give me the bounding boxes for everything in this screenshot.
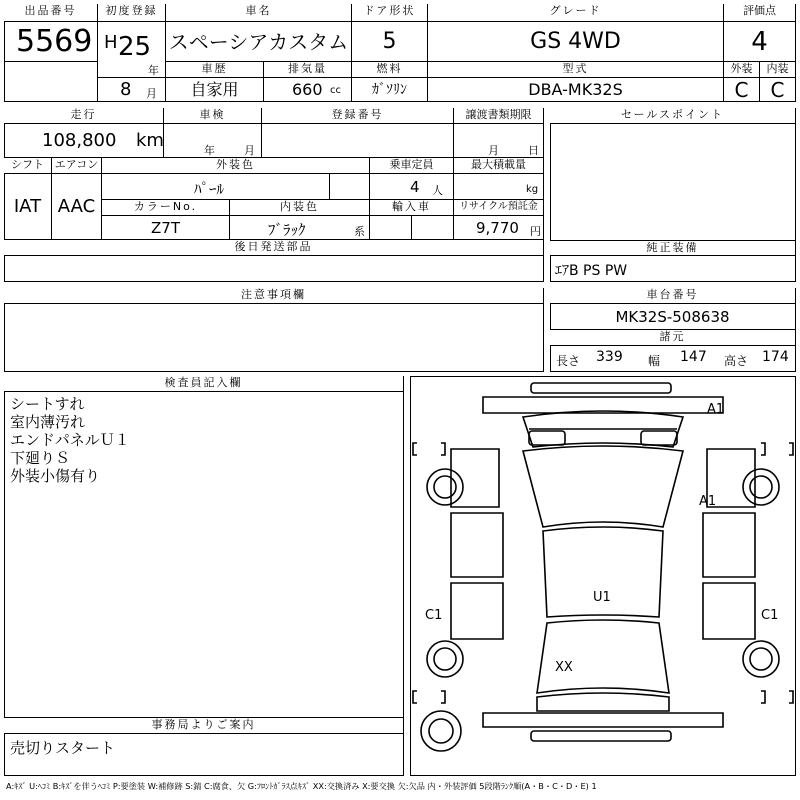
mileage-unit: km: [136, 130, 164, 151]
lot-no-value: 5569: [16, 24, 93, 59]
seats-cell: [370, 174, 454, 200]
fuel-value: ｶﾞｿﾘﾝ: [352, 78, 428, 102]
transfer-day-unit: 日: [528, 144, 539, 157]
inspection-cell: [164, 124, 262, 158]
inspector-note: シートすれ: [10, 395, 85, 413]
reg-month-cell: [98, 78, 166, 102]
inspector-note: 室内薄汚れ: [10, 413, 86, 431]
ext-value: C: [724, 78, 760, 102]
colorno-label: カラーNo.: [102, 200, 230, 216]
intcolor-label: 内装色: [230, 200, 370, 216]
intcolor-cell: [230, 216, 370, 240]
seats-value: 4: [410, 178, 420, 196]
damage-mark: A1: [707, 402, 725, 417]
import-label: 輸入車: [370, 200, 454, 216]
mileage-cell: [4, 124, 164, 158]
recycle-value: 9,770: [476, 219, 519, 237]
sales-point-label: セールスポイント: [550, 108, 796, 124]
seats-unit: 人: [432, 184, 443, 197]
cc-value: 660: [292, 80, 323, 99]
cc-label: 排気量: [264, 62, 352, 78]
reg-era: H: [104, 32, 118, 53]
inspector-note: エンドパネルＵ１: [10, 431, 130, 449]
mileage-label: 走行: [4, 108, 164, 124]
office-label: 事務局よりご案内: [4, 718, 404, 734]
color-value: ﾊﾟｰﾙ: [194, 180, 225, 198]
load-unit: kg: [526, 184, 539, 195]
reg-year-cell: [98, 22, 166, 78]
damage-mark: A1: [699, 494, 717, 509]
ext-label: 外装: [724, 62, 760, 78]
plate-cell: [262, 124, 454, 158]
legend-text: A:ｷｽﾞ U:ﾍｺﾐ B:ｷｽﾞを伴うﾍｺﾐ P:要塗装 W:補修跡 S:錆 C:腐食、欠 G:ﾌﾛﾝﾄｶﾞﾗｽ点ｷｽﾞ XX:交換済み X:要交換 欠:欠品 内・外装評価 5段階ﾗﾝｸ順(A・B・C・D・E) 1: [6, 781, 597, 791]
inspector-label: 検査員記入欄: [4, 376, 404, 392]
intcolor-value: ﾌﾞﾗｯｸ: [268, 221, 306, 239]
mileage-value: 108,800: [42, 130, 117, 151]
model-label: 型式: [428, 62, 724, 78]
inspection-year-unit: 年: [204, 144, 215, 157]
dims-width-value: 147: [680, 349, 707, 365]
shift-label: シフト: [4, 158, 52, 174]
reg-label: 初度登録: [98, 4, 166, 22]
office-note: 売切りスタート: [10, 739, 116, 757]
inspector-notes-list: [10, 395, 130, 485]
color-label: 外装色: [102, 158, 370, 174]
ac-value: AAC: [52, 174, 102, 240]
score-value: 4: [724, 22, 796, 62]
history-label: 車歴: [166, 62, 264, 78]
dims-height-value: 174: [762, 349, 789, 365]
ac-label: エアコン: [52, 158, 102, 174]
inspector-note: 下廻りＳ: [10, 449, 71, 467]
damage-mark: C1: [761, 608, 779, 623]
import-cell-b: [412, 216, 454, 240]
import-cell-a: [370, 216, 412, 240]
reg-month: 8: [120, 79, 132, 100]
lot-no-cell: [4, 22, 98, 62]
car-diagram-box: [410, 376, 796, 776]
dims-length-value: 339: [596, 349, 623, 365]
model-value: DBA-MK32S: [428, 78, 724, 102]
lot-no-blank: [4, 62, 98, 102]
car-name-label: 車名: [166, 4, 352, 22]
shift-value: IAT: [4, 174, 52, 240]
lot-no-label: 出品番号: [4, 4, 98, 22]
transfer-label: 譲渡書類期限: [454, 108, 544, 124]
recycle-label: リサイクル預託金: [454, 200, 544, 216]
reg-year: 25: [118, 32, 152, 62]
cc-unit: cc: [330, 85, 341, 96]
chassis-value: MK32S-508638: [550, 304, 796, 330]
cc-cell: [264, 78, 352, 102]
colorno-value: Z7T: [102, 216, 230, 240]
recycle-unit: 円: [530, 225, 541, 238]
color-cell: [102, 174, 330, 200]
score-label: 評価点: [724, 4, 796, 22]
int-label: 内装: [760, 62, 796, 78]
load-cell: [454, 174, 544, 200]
dims-label: 諸元: [550, 330, 796, 346]
reg-month-unit: 月: [146, 87, 157, 100]
equipment-value: ｴｱB PS PW: [555, 263, 628, 279]
fuel-label: 燃料: [352, 62, 428, 78]
recycle-cell: [454, 216, 544, 240]
notes-label: 注意事項欄: [4, 288, 544, 304]
dims-length-label: 長さ: [556, 354, 581, 368]
reg-year-unit: 年: [148, 64, 159, 77]
door-label: ドア形状: [352, 4, 428, 22]
damage-mark: C1: [425, 608, 443, 623]
door-value: 5: [352, 22, 428, 62]
grade-value: GS 4WD: [428, 22, 724, 62]
seats-label: 乗車定員: [370, 158, 454, 174]
car-diagram: [411, 377, 795, 775]
dims-height-label: 高さ: [724, 354, 749, 368]
car-name-value: スペーシアカスタム: [166, 22, 352, 62]
equipment-label: 純正装備: [550, 240, 796, 256]
chassis-label: 車台番号: [550, 288, 796, 304]
load-label: 最大積載量: [454, 158, 544, 174]
history-value: 自家用: [166, 78, 264, 102]
int-value: C: [760, 78, 796, 102]
damage-mark: XX: [555, 660, 573, 675]
damage-mark: U1: [593, 590, 611, 605]
plate-label: 登録番号: [262, 108, 454, 124]
grade-label: グレード: [428, 4, 724, 22]
transfer-cell: [454, 124, 544, 158]
intcolor-unit: 系: [354, 225, 365, 238]
dims-width-label: 幅: [648, 354, 661, 368]
inspector-note: 外装小傷有り: [10, 467, 101, 485]
later-parts-cell: [4, 256, 544, 282]
later-parts-label: 後日発送部品: [4, 240, 544, 256]
transfer-month-unit: 月: [488, 144, 499, 157]
inspection-label: 車検: [164, 108, 262, 124]
inspection-month-unit: 月: [244, 144, 255, 157]
color-blank: [330, 174, 370, 200]
